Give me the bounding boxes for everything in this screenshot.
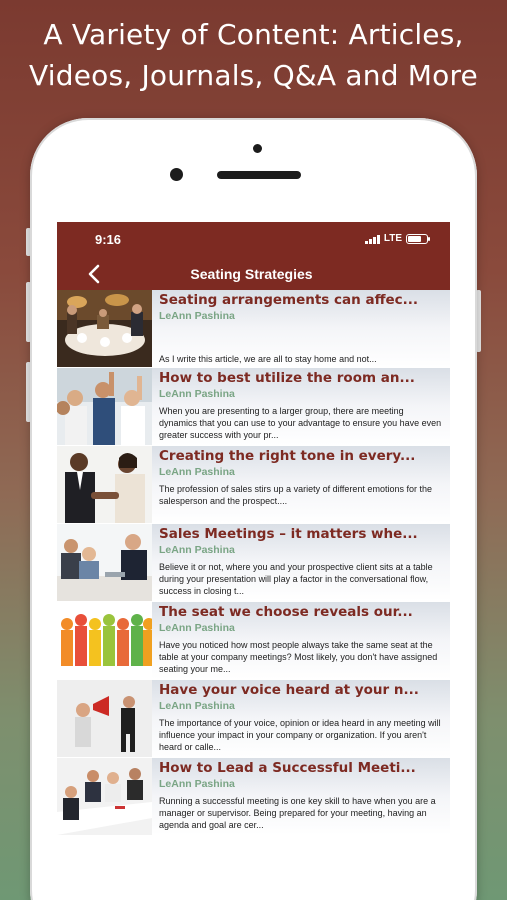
audience-raising-hands-photo — [57, 368, 152, 445]
article-summary: The importance of your voice, opinion or idea heard in any meeting will influence your impact in your company or organization. If you aren't heard or calle... — [159, 718, 441, 752]
article-title: Sales Meetings – it matters whe... — [159, 526, 418, 542]
battery-icon — [406, 234, 428, 244]
page-title: Seating Strategies — [190, 266, 313, 282]
article-author: LeAnn Pashina — [159, 544, 235, 556]
table-meeting-photo — [57, 524, 152, 601]
boardroom-meeting-photo — [57, 758, 152, 835]
earpiece-speaker — [217, 171, 301, 179]
article-summary: Have you noticed how most people always take the same seat at the table at your company meetings? Most likely, you don't have assigned seating your me... — [159, 640, 438, 674]
signal-icon — [365, 234, 380, 244]
article-author: LeAnn Pashina — [159, 700, 235, 712]
network-label: LTE — [383, 233, 402, 244]
business-handshake-photo — [57, 446, 152, 523]
article-author: LeAnn Pashina — [159, 466, 235, 478]
list-item[interactable] — [57, 446, 450, 524]
headline-line-2: Videos, Journals, Q&A and More — [29, 59, 478, 92]
article-summary: Running a successful meeting is one key skill to have when you are a manager or supervisor. Being prepared for your meeting, having an agenda and goal are cer... — [159, 796, 436, 830]
article-summary: When you are presenting to a larger group, there are meeting dynamics that you can use to your advantage to ensure you have even greater success with your pr... — [159, 406, 442, 440]
list-item[interactable] — [57, 290, 450, 368]
list-item[interactable] — [57, 524, 450, 602]
article-author: LeAnn Pashina — [159, 388, 235, 400]
article-title: Have your voice heard at your n... — [159, 682, 419, 698]
status-indicators — [365, 233, 428, 244]
list-item[interactable] — [57, 680, 450, 758]
article-summary: The profession of sales stirs up a variety of different emotions for the salesperson and the prospect.... — [159, 484, 432, 506]
headline-line-1: A Variety of Content: Articles, — [43, 18, 464, 51]
article-title: How to Lead a Successful Meeti... — [159, 760, 416, 776]
list-item[interactable] — [57, 368, 450, 446]
restaurant-dining-photo — [57, 290, 152, 367]
article-summary: Believe it or not, where you and your prospective client sits at a table during your presentation will play a factor in the conversational flow, success in closing t... — [159, 562, 433, 596]
front-camera — [170, 168, 183, 181]
article-author: LeAnn Pashina — [159, 778, 235, 790]
promo-headline — [0, 14, 507, 96]
article-title: How to best utilize the room an... — [159, 370, 415, 386]
article-author: LeAnn Pashina — [159, 622, 235, 634]
app-screen — [57, 222, 450, 900]
article-title: Creating the right tone in every... — [159, 448, 416, 464]
article-title: Seating arrangements can affec... — [159, 292, 419, 308]
status-time: 9:16 — [95, 232, 122, 247]
article-summary: As I write this article, we are all to stay home and not... — [159, 354, 377, 364]
list-item[interactable] — [57, 758, 450, 836]
colorful-figures-illustration — [57, 602, 152, 679]
article-title: The seat we choose reveals our... — [159, 604, 413, 620]
megaphone-shout-photo — [57, 680, 152, 757]
list-item[interactable] — [57, 602, 450, 680]
status-bar — [57, 222, 450, 258]
article-author: LeAnn Pashina — [159, 310, 235, 322]
article-list — [57, 290, 450, 836]
proximity-sensor — [253, 144, 262, 153]
nav-bar — [57, 258, 450, 290]
